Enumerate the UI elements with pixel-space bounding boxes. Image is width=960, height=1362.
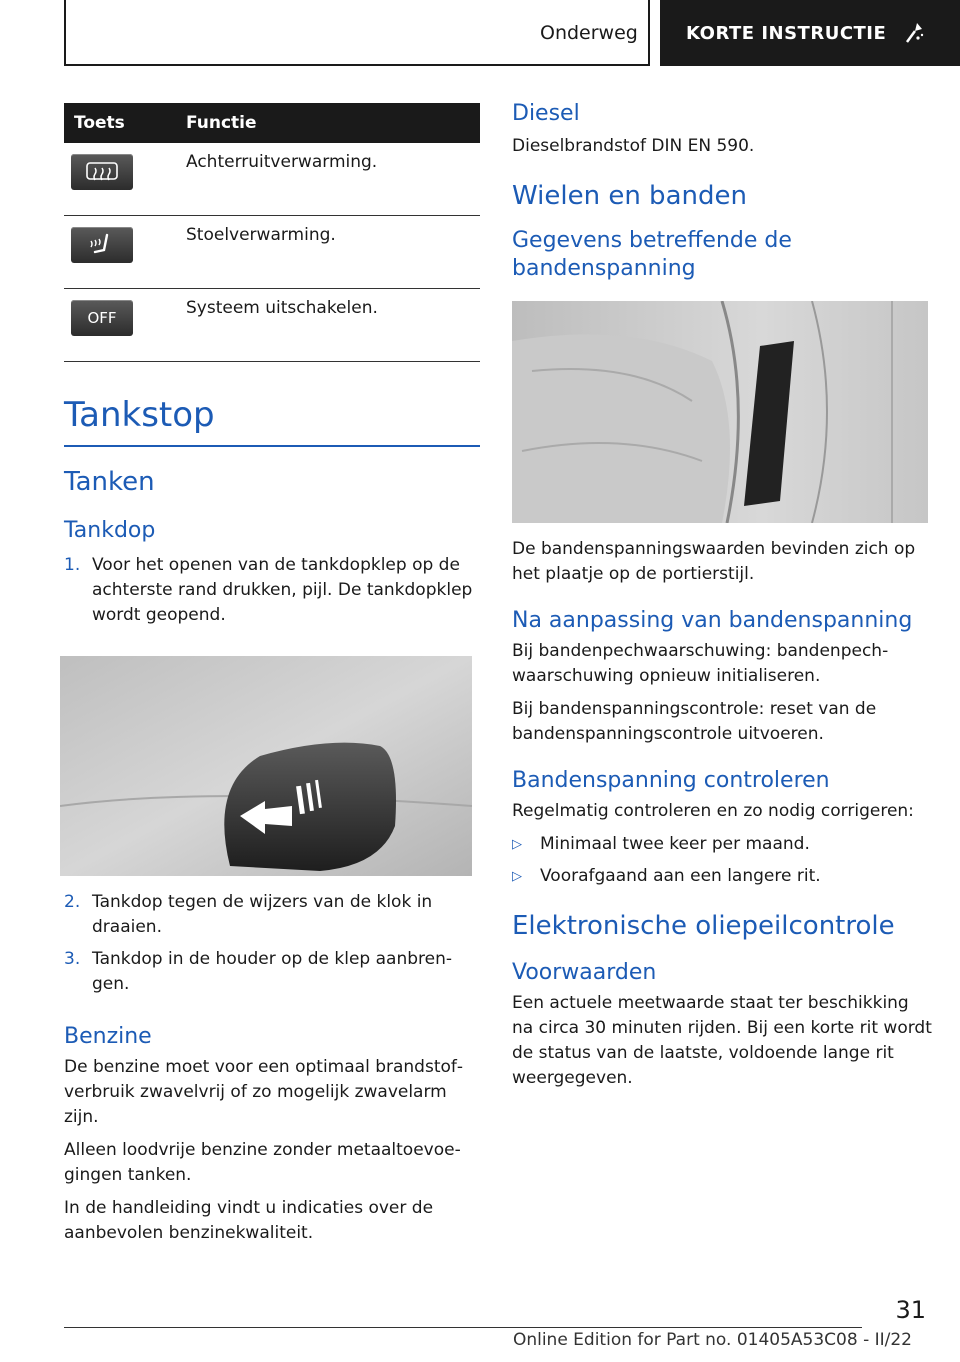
paragraph: Regelmatig controleren en zo nodig corrigeren: <box>512 801 914 821</box>
row-function: Systeem uitschakelen. <box>186 289 480 362</box>
paragraph: In de handleiding vindt u indicaties over de aanbevolen benzinekwaliteit. <box>64 1198 434 1243</box>
header-rule <box>64 64 650 66</box>
key-function-table <box>64 103 480 362</box>
bullet-text: Minimaal twee keer per maand. <box>540 834 810 854</box>
paragraph: De benzine moet voor een optimaal brandstofverbruik zwavelvrij of zo mogelijk zwavelarm zijn. <box>64 1057 464 1127</box>
seat-heating-icon <box>71 227 133 263</box>
bullet-arrow-icon: ▷ <box>512 869 522 884</box>
list-item <box>512 832 932 857</box>
right-column <box>512 100 932 1091</box>
list-item <box>64 553 480 628</box>
heading-tanken: Tanken <box>64 467 155 497</box>
paragraph: De bandenspanningswaarden bevinden zich op het plaatje op de portierstijl. <box>512 539 916 584</box>
paragraph: Alleen loodvrije benzine zonder metaaltoevoegingen tanken. <box>64 1140 461 1185</box>
header-rule-vertical <box>64 0 66 66</box>
step-number: 1. <box>64 555 81 575</box>
steps-list <box>64 890 480 997</box>
rear-window-defrost-icon <box>71 154 133 190</box>
quick-guide-icon <box>902 20 928 46</box>
paragraph: Bij bandenpechwaarschuwing: bandenpechwaarschuwing opnieuw initialiseren. <box>512 641 889 686</box>
table-row <box>64 289 480 362</box>
list-item <box>64 947 480 997</box>
heading-tankstop: Tankstop <box>64 395 215 435</box>
header-chapter-tab <box>660 0 960 66</box>
heading-after-adjustment: Na aanpassing van bandenspanning <box>512 608 913 633</box>
off-button: OFF <box>71 300 133 336</box>
footer-rule <box>64 1327 862 1328</box>
step-number: 3. <box>64 949 81 969</box>
bullet-text: Voorafgaand aan een langere rit. <box>540 866 821 886</box>
page-number: 31 <box>895 1296 926 1324</box>
paragraph: Dieselbrandstof DIN EN 590. <box>512 136 755 156</box>
table-row <box>64 143 480 216</box>
paragraph: Een actuele meetwaarde staat ter beschikking na circa 30 minuten rijden. Bij een korte rit wordt de status van de laatste, voldoende lange rit weergegeven. <box>512 993 932 1088</box>
row-function: Stoelverwarming. <box>186 216 480 289</box>
step-text: Tankdop tegen de wijzers van de klok in draaien. <box>92 892 433 937</box>
step-text: Voor het openen van de tankdopklep op de achterste rand drukken, pijl. De tankdopklep wordt geopend. <box>92 555 473 625</box>
row-function: Achterruitverwarming. <box>186 143 480 216</box>
list-item <box>64 890 480 940</box>
footer-edition: Online Edition for Part no. 01405A53C08 - II/22 <box>512 1330 912 1350</box>
heading-conditions: Voorwaarden <box>512 960 657 985</box>
heading-benzine: Benzine <box>64 1024 152 1049</box>
paragraph: Bij bandenspanningscontrole: reset van de bandenspanningscontrole uitvoeren. <box>512 699 877 744</box>
header-chapter-title: KORTE INSTRUCTIE <box>686 22 887 44</box>
steps-list <box>64 553 480 628</box>
header-section-title: Onderweg <box>540 22 638 44</box>
heading-wielen-banden: Wielen en banden <box>512 181 747 211</box>
list-item <box>512 864 932 889</box>
header-separator <box>648 0 650 66</box>
left-column <box>64 103 480 1246</box>
table-header-function: Functie <box>186 103 480 143</box>
heading-tyre-pressure-data: Gegevens betreffende de bandenspanning <box>512 228 792 281</box>
bullet-arrow-icon: ▷ <box>512 837 522 852</box>
heading-oil-level: Elektronische oliepeilcontrole <box>512 911 895 941</box>
door-pillar-image <box>512 301 928 523</box>
step-number: 2. <box>64 892 81 912</box>
heading-check-pressure: Bandenspanning controleren <box>512 768 830 793</box>
step-text: Tankdop in de houder op de klep aanbrengen. <box>92 949 453 994</box>
table-row <box>64 216 480 289</box>
table-header-key: Toets <box>64 103 186 143</box>
bullet-list <box>512 832 932 889</box>
heading-diesel: Diesel <box>512 101 580 126</box>
fuel-flap-image <box>60 656 472 876</box>
heading-tankdop: Tankdop <box>64 518 156 543</box>
